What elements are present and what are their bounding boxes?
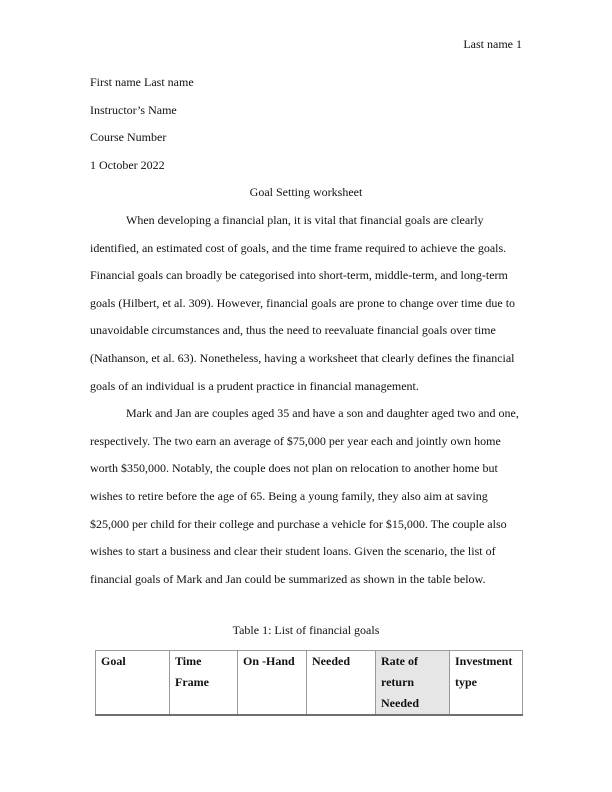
column-header-time-frame: Time Frame: [170, 651, 238, 716]
paragraph-line: When developing a financial plan, it is vital that financial goals are clearly: [126, 212, 484, 227]
document-body: [90, 69, 522, 593]
course-number: Course Number: [90, 130, 167, 145]
document-date: 1 October 2022: [90, 157, 165, 172]
student-name: First name Last name: [90, 75, 194, 89]
paragraph-line: unavoidable circumstances and, thus the need to reevaluate financial goals over time: [90, 323, 496, 338]
paragraph-line: worth $350,000. Notably, the couple does not plan on relocation to another home but: [90, 461, 498, 476]
column-header-goal: Goal: [96, 651, 170, 716]
table-caption: Table 1: List of financial goals: [232, 623, 380, 637]
paragraph-line: wishes to retire before the age of 65. Being a young family, they also aim at saving: [90, 488, 488, 503]
paragraph-line: goals of an individual is a prudent practice in financial management.: [90, 378, 419, 393]
paragraph-line: goals (Hilbert, et al. 309). However, financial goals are prone to change over time due to: [90, 295, 516, 310]
paragraph-scenario: [90, 400, 522, 593]
column-header-needed: Needed: [307, 651, 376, 716]
paragraph-line: Mark and Jan are couples aged 35 and have a son and daughter aged two and one,: [126, 406, 519, 421]
paragraph-line: identified, an estimated cost of goals, and the time frame required to achieve the goals.: [90, 240, 507, 255]
running-head: Last name 1: [463, 37, 522, 51]
paragraph-line: $25,000 per child for their college and purchase a vehicle for $15,000. The couple also: [90, 516, 507, 531]
financial-goals-table: [95, 650, 523, 716]
column-header-investment-type: Investment type: [450, 651, 523, 716]
document-title: Goal Setting worksheet: [249, 185, 363, 200]
paragraph-line: Financial goals can broadly be categorised into short-term, middle-term, and long-term: [90, 268, 508, 283]
paragraph-line: wishes to start a business and clear their student loans. Given the scenario, the list of: [90, 544, 496, 559]
paragraph-line: (Nathanson, et al. 63). Nonetheless, having a worksheet that clearly defines the financial: [90, 350, 515, 365]
paragraph-line: respectively. The two earn an average of $75,000 per year each and jointly own home: [90, 433, 501, 448]
table-header-row: [96, 651, 523, 716]
paragraph-intro: [90, 207, 522, 400]
column-header-on-hand: On -Hand: [238, 651, 307, 716]
column-header-rate-of-return: Rate of return Needed: [376, 651, 450, 716]
instructor-name: Instructor’s Name: [90, 102, 177, 117]
paragraph-line: financial goals of Mark and Jan could be summarized as shown in the table below.: [90, 571, 486, 586]
